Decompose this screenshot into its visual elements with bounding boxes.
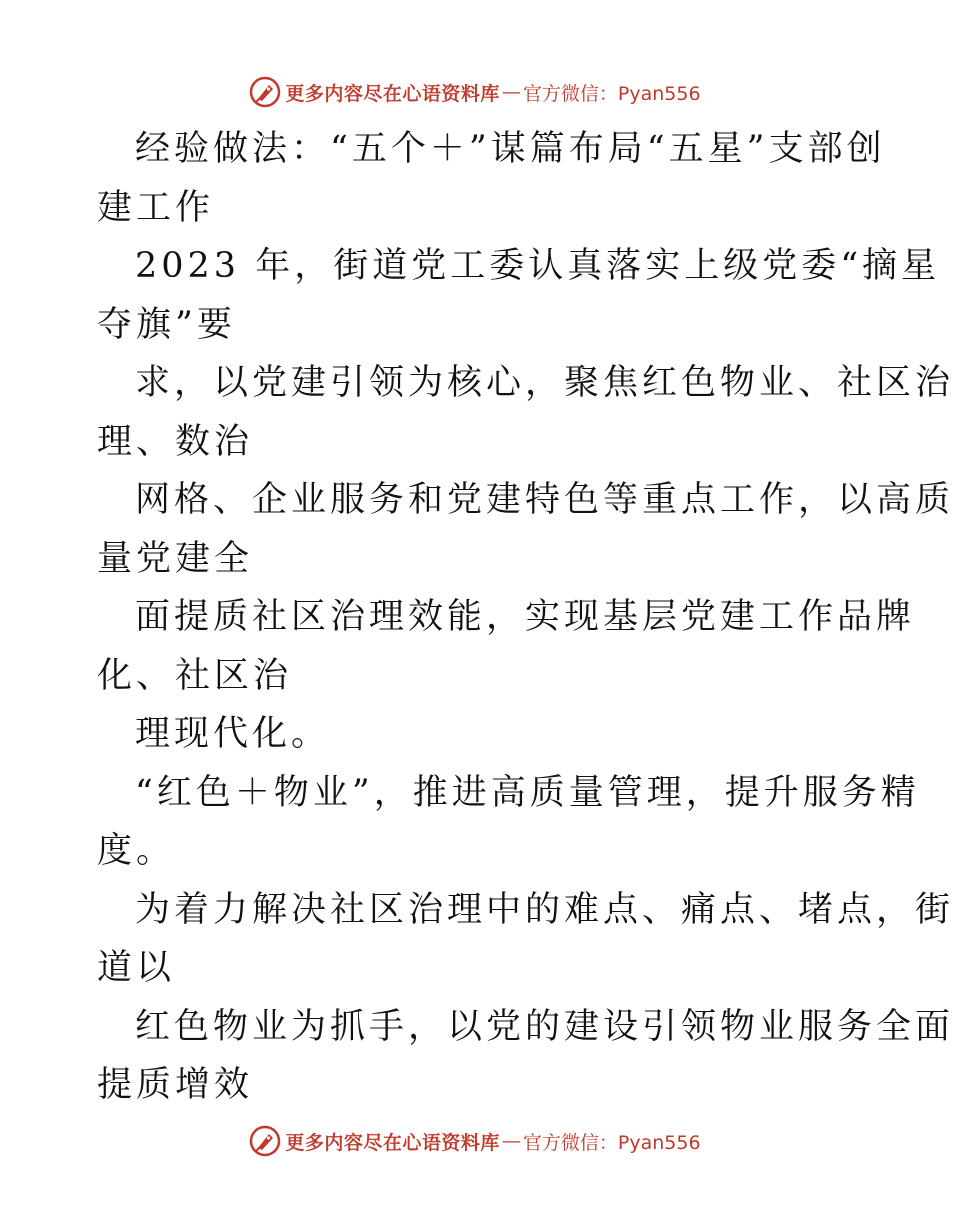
doc-line: 建工作 [97,187,215,228]
doc-line: 网格、企业服务和党建特色等重点工作，以高质 [135,480,954,520]
watermark-brand: 更多内容尽在心语资料库 [285,1131,500,1154]
doc-line: 求，以党建引领为核心，聚焦红色物业、社区治 [135,363,954,403]
doc-line: 度。 [97,831,176,871]
pen-nib-logo-icon [249,76,281,108]
doc-line: 化、社区治 [97,655,293,696]
watermark-wechat: 官方微信：Pyan556 [522,82,701,105]
watermark-dash: — [501,81,521,103]
doc-line: 理现代化。 [135,714,331,754]
doc-line: 经验做法：“五个＋”谋篇布局“五星”支部创 [135,129,886,169]
header-watermark [0,72,950,112]
watermark-wechat: 官方微信：Pyan556 [522,1131,701,1154]
doc-line: 红色物业为抓手，以党的建设引领物业服务全面 [135,1006,954,1047]
doc-line: 量党建全 [97,538,254,579]
doc-line: “红色＋物业”，推进高质量管理，提升服务精 [135,772,920,813]
doc-line: 提质增效 [97,1065,254,1105]
watermark-dash: — [501,1130,521,1152]
doc-line: 为着力解决社区治理中的难点、痛点、堵点，街 [135,889,954,930]
doc-line: 夺旗”要 [97,304,236,345]
doc-line: 理、数治 [97,421,254,462]
doc-line: 道以 [97,948,176,988]
doc-line: 面提质社区治理效能，实现基层党建工作品牌 [135,597,916,637]
doc-line: 2023 年，街道党工委认真落实上级党委“摘星 [135,246,941,286]
footer-watermark [0,1121,950,1161]
watermark-brand: 更多内容尽在心语资料库 [285,82,500,105]
document-body [97,120,954,1115]
pen-nib-logo-icon [249,1125,281,1157]
